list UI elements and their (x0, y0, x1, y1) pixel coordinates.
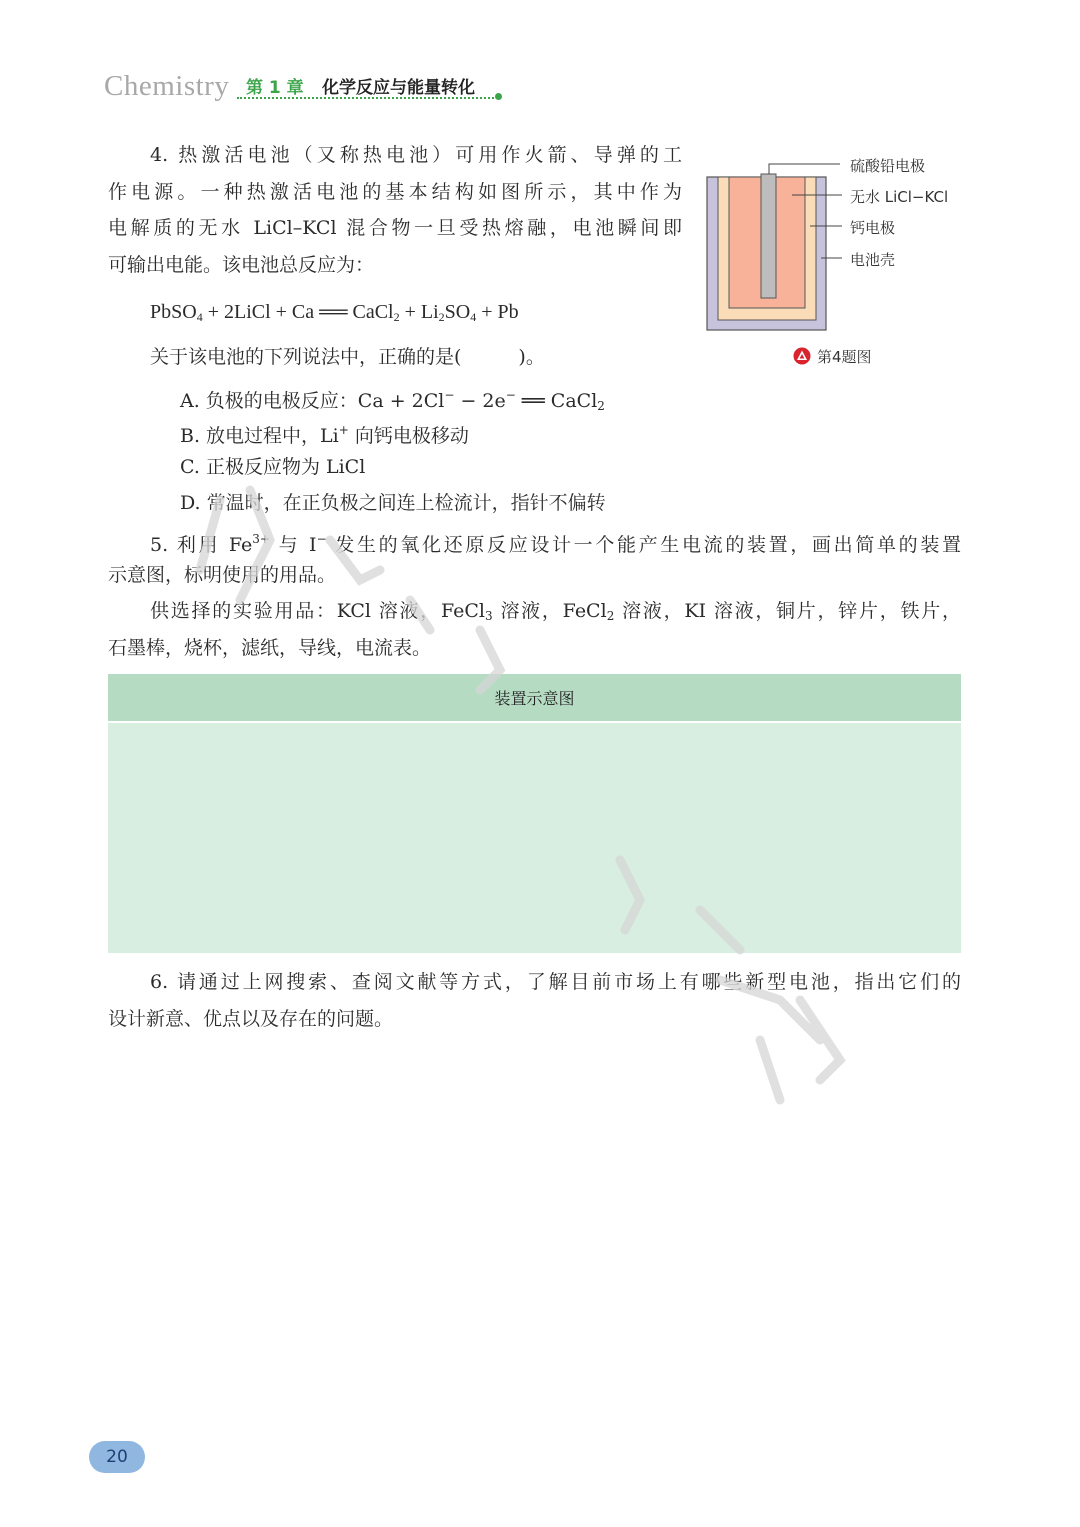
leader-electrode (769, 164, 840, 174)
q4-option-a: A. 负极的电极反应：Ca + 2Cl− − 2e− ══ CaCl$_2$ (180, 388, 605, 413)
q4-option-c: C. 正极反应物为 LiCl (180, 456, 366, 478)
header-dotted-rule (237, 97, 498, 99)
page-number: 20 (89, 1441, 145, 1473)
q5-line-2: 示意图，标明使用的用品。 (108, 564, 337, 586)
q4-line-4: 可输出电能。该电池总反应为： (108, 254, 375, 276)
lead-sulfate-electrode (761, 174, 776, 298)
q6-line-2: 设计新意、优点以及存在的问题。 (108, 1008, 394, 1030)
header-dot (495, 93, 502, 100)
chapter-title: 化学反应与能量转化 (322, 78, 475, 98)
figure-caption: 第4题图 (817, 348, 872, 366)
q5-line-1: 5. 利用 $Fe^{3+}$ 与 I− 发生的氧化还原反应设计一个能产生电流的装置，画出简单的装置 (150, 532, 961, 556)
q4-option-d: D. 常温时，在正负极之间连上检流计，指针不偏转 (180, 492, 606, 514)
watermark (180, 480, 880, 1130)
subject-title: Chemistry (104, 70, 230, 102)
figure-triangle-icon (792, 346, 812, 366)
diagram-table-header: 装置示意图 (108, 674, 961, 723)
q4-line-2: 作电源。一种热激活电池的基本结构如图所示，其中作为 (108, 181, 682, 203)
q4-line-3: 电解质的无水 LiCl–KCl 混合物一旦受热熔融，电池瞬间即 (108, 217, 682, 239)
q4-line-1: 4. 热激活电池（又称热电池）可用作火箭、导弹的工 (150, 144, 682, 166)
q5-line-4: 石墨棒，烧杯，滤纸，导线，电流表。 (108, 637, 432, 659)
label-calcium-electrode: 钙电极 (850, 219, 896, 237)
q5-line-3: 供选择的实验用品：KCl 溶液，FeCl$_3$ 溶液，FeCl$_2$ 溶液，KI 溶液，铜片，锌片，铁片， (150, 600, 962, 623)
label-lead-sulfate-electrode: 硫酸铅电极 (850, 157, 926, 175)
chapter-number: 第 1 章 (246, 78, 304, 98)
q4-question: 关于该电池的下列说法中，正确的是( )。 (150, 346, 545, 368)
label-electrolyte: 无水 LiCl−KCl (850, 188, 949, 206)
q4-equation: PbSO$_4$ + 2LiCl + Ca ══ CaCl$_2$ + $Li_2SO_4 + Pb$ (150, 301, 519, 324)
label-battery-shell: 电池壳 (850, 251, 896, 269)
q6-line-1: 6. 请通过上网搜索、查阅文献等方式，了解目前市场上有哪些新型电池，指出它们的 (150, 971, 961, 993)
q4-option-b: B. 放电过程中，Li+ 向钙电极移动 (180, 423, 469, 447)
